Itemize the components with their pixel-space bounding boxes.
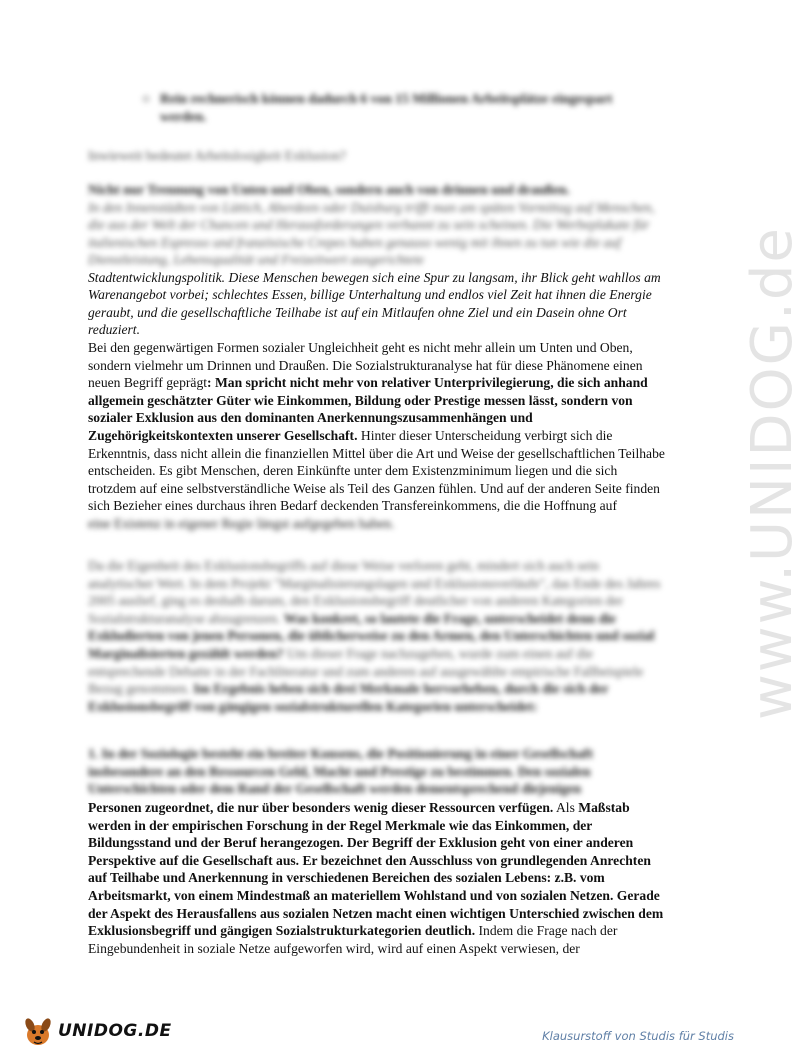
- section-1-italic-blurred: In den Innenstädten von Lüttich, Aberdeen oder Duisburg trifft man am späten Vormittag auf Menschen, die aus der Welt der Chancen und Herausforderungen verbannt zu sein scheinen. Die Werbeplakate für italienischen Espresso und französische Crepes haben genauso wenig mit ihnen zu tun wie die auf Dienstleistung, Lebensqualität und Freizeitwert ausgerichtete: [88, 199, 655, 268]
- watermark: [660, 226, 805, 750]
- watermark-text: www.UNIDOG.de: [740, 226, 805, 720]
- section-2-c: Um dieser Frage nachzugehen, wurde zum einen auf die entsprechende Debatte in der Fachliteratur und zum anderen auf ausgewählte empirische Fallbeispiele Bezug genommen.: [88, 645, 644, 697]
- dog-icon: [20, 1013, 56, 1049]
- bullet-circle-icon: ○: [142, 91, 151, 106]
- section-3-bold-rest: Maßstab werden in der empirischen Forschung in der Regel Merkmale wie das Einkommen, der Bildungsstand und der Beruf herangezogen. Der Begriff der Exklusion geht von einer anderen Perspektive auf die Gesellschaft aus. Er bezeichnet den Ausschluss von grundlegenden Anrechten auf Teilhabe und Anerkennung in verschiedenen Bereichen des sozialen Lebens: z.B. vom Arbeitsmarkt, von einem Mindestmaß an materiellem Wohlstand und von sozialen Netzen. Gerade der Aspekt des Herausfallens aus sozialen Netzen macht einen wichtigen Unterschied zwischen dem Exklusionsbegriff und gängigen Sozialstrukturkategorien deutlich.: [88, 800, 664, 939]
- section-2-d: Im Ergebnis heben sich drei Merkmale hervorheben, durch die sich der Exklusionsbegriff von gängigen sozialstrukturellen Kategorien unterscheidet:: [88, 681, 609, 714]
- section-3: [88, 745, 668, 957]
- section-1: [88, 181, 668, 533]
- section-1-italic-visible: Stadtentwicklungspolitik. Diese Menschen bewegen sich eine Spur zu langsam, ihr Blick geht wahllos am Warenangebot vorbei; schlechtes Essen, billige Unterhaltung und endlos viel Zeit hat ihnen die Energie geraubt, und die gesellschaftliche Teilhabe ist auf ein Mitlaufen ohne Ziel und ein Dasein ohne Ort reduziert.: [88, 269, 661, 338]
- paragraph-start: Bei den gegenwärtigen Formen sozialer Ungleichheit geht es nicht mehr allein um Unten und Oben, sondern vielmehr um Drinnen und Draußen. Die Sozialstrukturanalyse hat für diese Phänomene einen neuen Begriff geprägt: [88, 339, 643, 391]
- section-3-blurred: 1. In der Soziologie besteht ein breiter Konsens, die Positionierung in einer Gesellschaft insbesondere an den Ressourcen Geld, Macht und Prestige zu bestimmen. Den sozialen Unterschichten oder dem Rand der Gesellschaft werden dementsprechend diejenigen: [88, 746, 593, 797]
- section-2: [88, 557, 668, 715]
- section-3-als: Als: [553, 800, 575, 815]
- logo-text: UNIDOG.DE: [58, 1021, 172, 1041]
- paragraph-blurred-end: eine Existenz in eigener Regie längst aufgegeben haben.: [88, 515, 395, 531]
- section-3-normal-end: Indem die Frage nach der Eingebundenheit in soziale Netze aufgeworfen wird, wird auf einen Aspekt verwiesen, der: [88, 923, 618, 956]
- section-question: Inwieweit bedeutet Arbeitslosigkeit Exklusion?: [88, 148, 346, 163]
- section-3-bold-visible: Personen zugeordnet, die nur über besonders wenig dieser Ressourcen verfügen.: [88, 800, 554, 815]
- section-1-heading: Nicht nur Trennung von Unten und Oben, sondern auch von drinnen und draußen.: [88, 182, 570, 197]
- unidog-logo[interactable]: [20, 1012, 172, 1050]
- section-3-paragraph: [88, 799, 668, 957]
- section-1-paragraph: [88, 339, 668, 515]
- section-2-a: Da die Eigenheit des Exklusionsbegriffs auf diese Weise verloren geht, mindert sich auch sein analytischer Wert. In dem Projekt "Marginalisierungslagen und Exklusionsverläufe", das Ende des Jahres 2005 auslief, ging es deshalb darum, den Exklusionsbegriff deutlicher von anderen Kategorien der Sozialstrukturanalyse abzugrenzen.: [88, 558, 661, 626]
- paragraph-rest: Hinter dieser Unterscheidung verbirgt sich die Erkenntnis, dass nicht allein die finanziellen Mittel über die Art und Weise der gesellschaftlichen Teilhabe entscheiden. Es gibt Menschen, deren Einkünfte unter dem Existenzminimum liegen und die sich trotzdem auf eine selbstverständliche Weise als Teil des Ganzen fühlen. Und auf der anderen Seite finden sich Bezieher eines durchaus ihren Bedarf deckenden Transfereinkommens, die die Hoffnung auf: [88, 427, 665, 514]
- footer-tagline: Klausurstoff von Studis für Studis: [542, 1029, 734, 1043]
- section-2-text: [88, 557, 668, 715]
- bullet-text: Rein rechnerisch können dadurch 6 von 15 Millionen Arbeitsplätze eingespart werden.: [160, 91, 613, 124]
- paragraph-bold: : Man spricht nicht mehr von relativer Unterprivilegierung, die sich anhand allgemein geschätzter Güter wie Einkommen, Bildung oder Prestige messen lässt, sondern von sozialer Exklusion aus den dominanten Anerkennungszusammenhängen und Zugehörigkeitskontexten unserer Gesellschaft.: [88, 375, 648, 443]
- bullet-item: [142, 90, 640, 125]
- section-2-b: Was konkret, so lautete die Frage, unterscheidet denn die Exkludierten von jenen Personen, die üblicherweise zu den Armen, den Unterschichten und sozial Marginalisierten gezählt werden?: [88, 610, 655, 661]
